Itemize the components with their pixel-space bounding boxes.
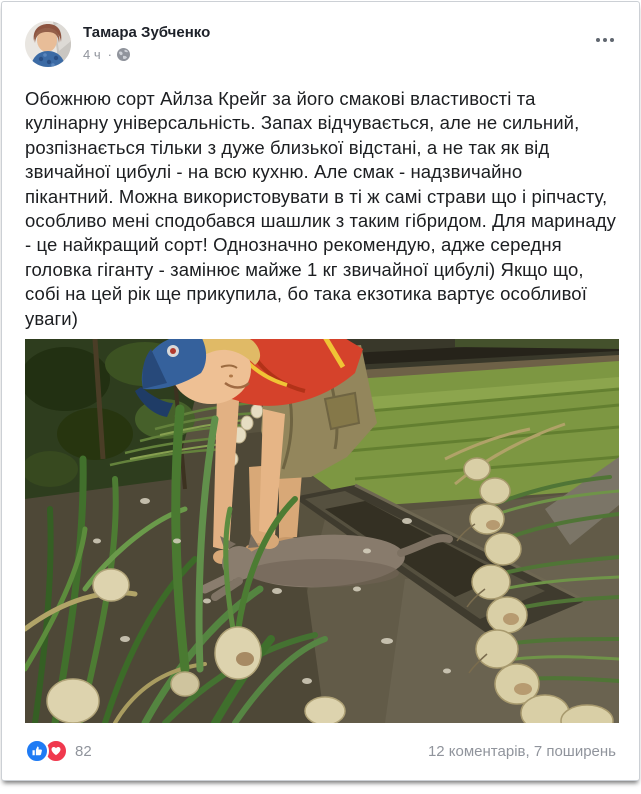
post-header <box>2 2 639 67</box>
post-card <box>1 1 640 781</box>
ellipsis-dot <box>603 38 607 42</box>
ellipsis-dot <box>596 38 600 42</box>
author-name[interactable]: Тамара Зубченко <box>83 24 211 41</box>
post-options-button[interactable] <box>594 32 616 48</box>
meta-separator: · <box>107 47 112 62</box>
reaction-count[interactable]: 82 <box>75 742 92 760</box>
post-photo[interactable] <box>25 339 619 723</box>
avatar[interactable] <box>25 21 71 67</box>
comments-shares-count[interactable]: 12 коментарів, 7 поширень <box>427 742 616 760</box>
post-meta <box>83 47 210 62</box>
avatar-image <box>25 21 71 67</box>
timestamp[interactable]: 4 ч <box>83 47 101 62</box>
garden-photo-illustration <box>25 339 619 723</box>
like-icon <box>25 739 49 763</box>
reaction-summary[interactable] <box>25 739 92 763</box>
post-footer <box>2 723 639 763</box>
post-text: Обожнюю сорт Айлза Крейг за його смакові властивості та кулінарну універсальність. Запах відчувається, але не сильний, розпізнається тільки з дуже близької відстані, а не так як від звичайної цибулі - на всю кухню. Але смак - надзвичайно пікантний. Можна використовувати в ті ж самі страви що і ріпчасту, особливо мені сподобався шашлик з таким гібридом. Для маринаду - це найкращий сорт! Однозначно рекомендую, адже середня головка гіганту - замінює майже 1 кг звичайної цибулі) Якщо що, собі на цей рік ще прикупила, бо така екзотика вартує особливої уваги) <box>25 88 616 329</box>
globe-icon <box>117 48 130 61</box>
header-info <box>83 21 210 62</box>
ellipsis-dot <box>610 38 614 42</box>
